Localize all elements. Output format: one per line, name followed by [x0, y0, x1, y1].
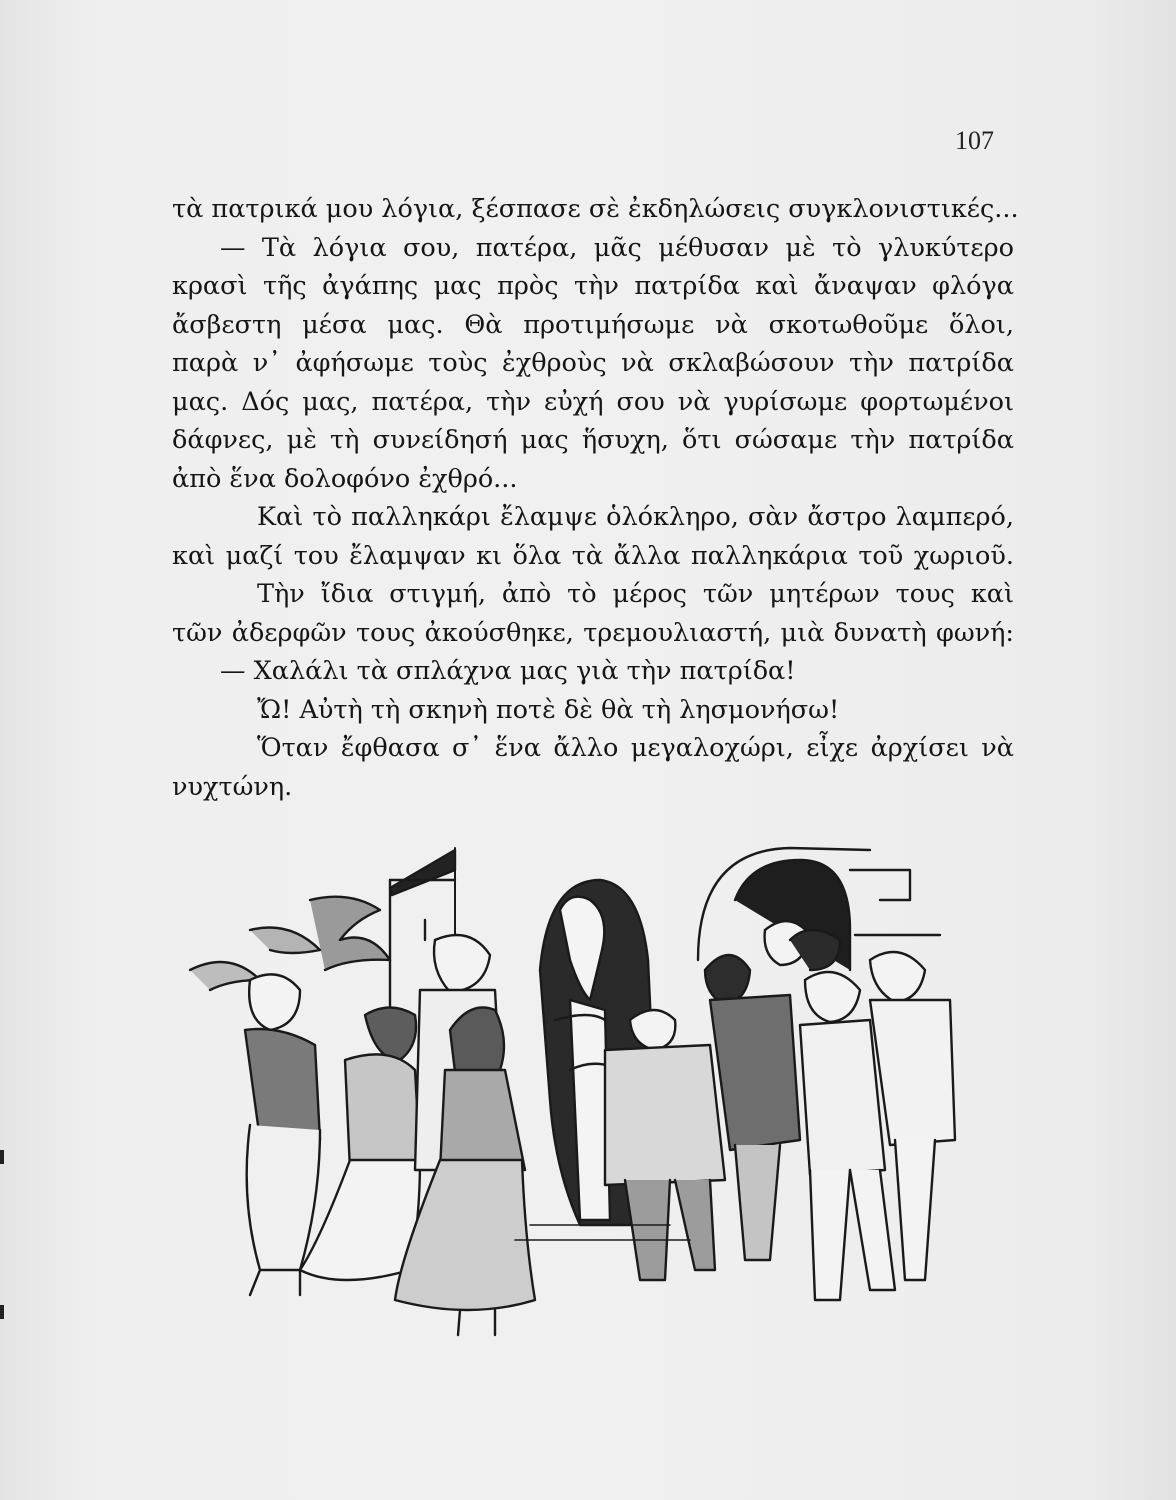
text-line: παρὰ ν᾽ ἀφήσωμε τοὺς ἐχθροὺς νὰ σκλαβώσουν τὴν πατρίδα — [172, 348, 1014, 378]
text-line: καὶ μαζί του ἔλαμψαν κι ὅλα τὰ ἄλλα παλληκάρια τοῦ χωριοῦ. — [172, 540, 1014, 571]
text-line: δάφνες, μὲ τὴ συνείδησή μας ἥσυχη, ὅτι σώσαμε τὴν πατρίδα — [172, 425, 1014, 455]
page-number: 107 — [955, 126, 994, 155]
scan-mark — [0, 1150, 4, 1164]
body-text — [172, 190, 1019, 806]
text-line: Τὴν ἴδια στιγμή, ἀπὸ τὸ μέρος τῶν μητέρων τους καὶ — [257, 579, 1014, 609]
text-line: — Τὰ λόγια σου, πατέρα, μᾶς μέθυσαν μὲ τὸ γλυκύτερο — [220, 232, 1014, 263]
scan-mark — [0, 1305, 4, 1319]
text-line: Ὅταν ἔφθασα σ᾽ ἕνα ἄλλο μεγαλοχώρι, εἶχε ἀρχίσει νὰ — [257, 733, 1014, 763]
text-line: Καὶ τὸ παλληκάρι ἔλαμψε ὁλόκληρο, σὰν ἄστρο λαμπερό, — [257, 502, 1014, 532]
text-line: τὰ πατρικά μου λόγια, ξέσπασε σὲ ἐκδηλώσεις συγκλονιστικές... — [172, 194, 1019, 224]
text-line: μας. Δός μας, πατέρα, τὴν εὐχή σου νὰ γυρίσωμε φορτωμένοι — [172, 386, 1014, 417]
text-line: νυχτώνη. — [172, 771, 293, 802]
village-illustration — [150, 840, 1010, 1380]
text-line: — Χαλάλι τὰ σπλάχνα μας γιὰ τὴν πατρίδα! — [220, 656, 796, 686]
text-line: κρασὶ τῆς ἀγάπης μας πρὸς τὴν πατρίδα καὶ ἄναψαν φλόγα — [172, 271, 1014, 301]
text-line: τῶν ἀδερφῶν τους ἀκούσθηκε, τρεμουλιαστή, μιὰ δυνατὴ φωνή: — [172, 617, 1014, 648]
text-line: Ὤ! Αὐτὴ τὴ σκηνὴ ποτὲ δὲ θὰ τὴ λησμονήσω! — [257, 694, 840, 725]
text-line: ἀπὸ ἕνα δολοφόνο ἐχθρό... — [172, 463, 518, 494]
text-line: ἄσβεστη μέσα μας. Θὰ προτιμήσωμε νὰ σκοτωθοῦμε ὅλοι, — [172, 309, 1014, 340]
